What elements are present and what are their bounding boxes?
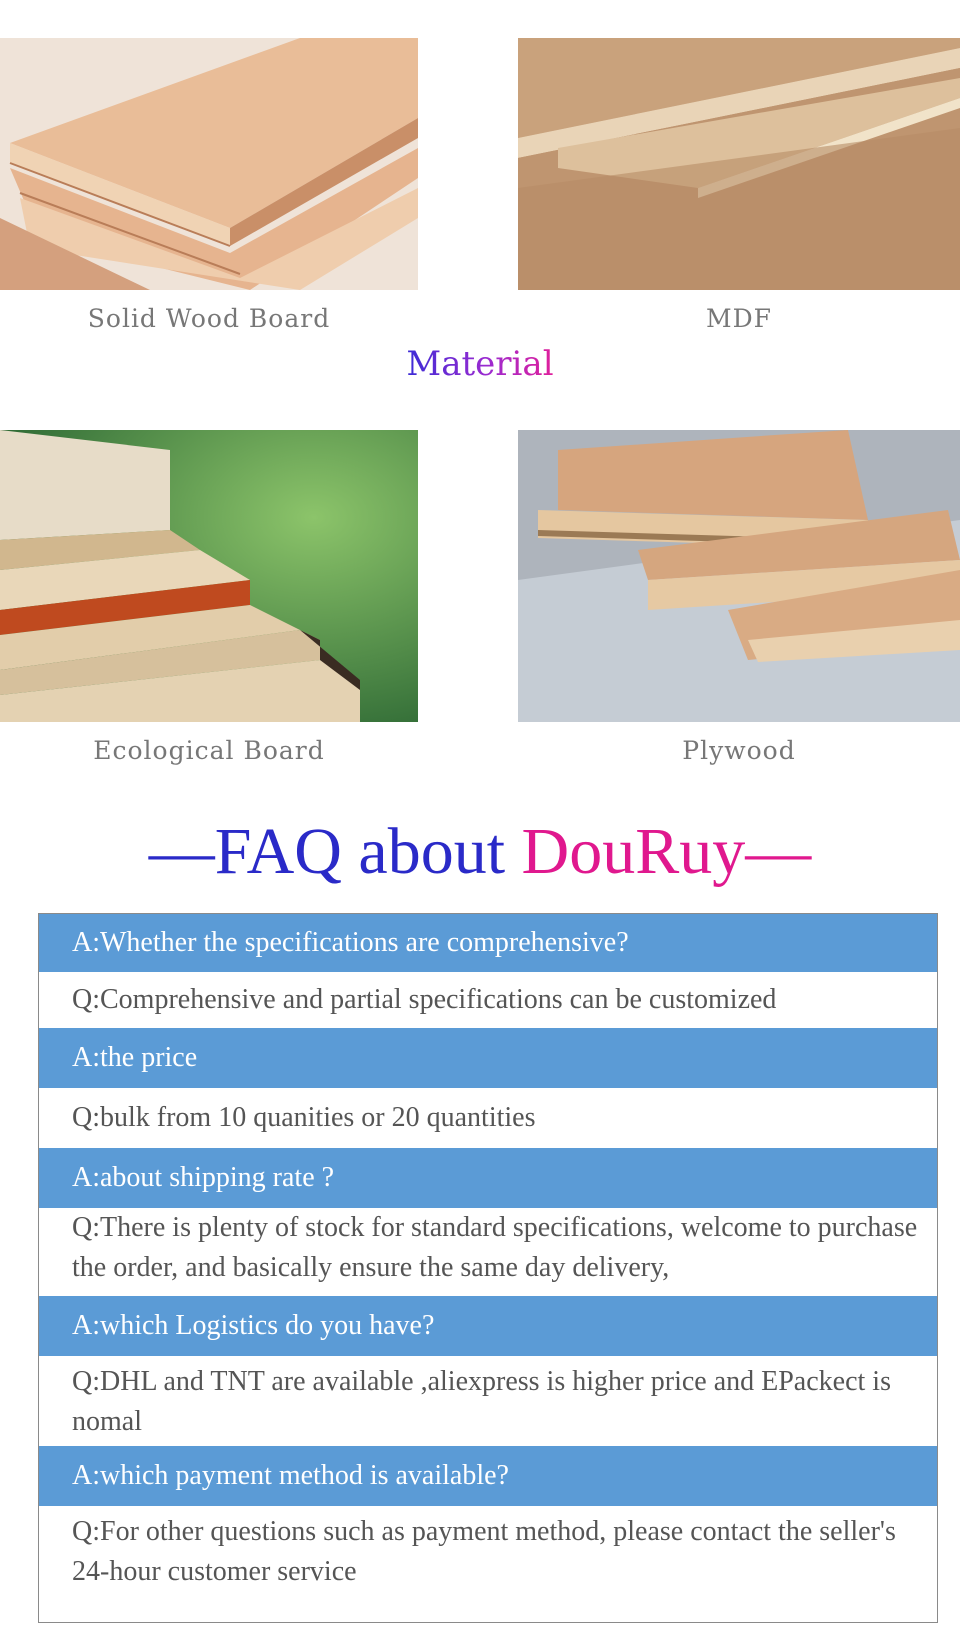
material-caption: Solid Wood Board	[87, 304, 331, 333]
faq-heading-part: DouRuy	[521, 815, 746, 888]
ecological-board-photo	[0, 430, 418, 722]
faq-answer: Q:Comprehensive and partial specifications can be customized	[72, 984, 777, 1015]
faq-list	[38, 913, 938, 1623]
faq-question: A:about shipping rate ?	[72, 1162, 335, 1193]
faq-answer: Q:DHL and TNT are available ,aliexpress is higher price and EPackect is nomal	[72, 1366, 891, 1437]
faq-heading-dash-left: —	[148, 815, 215, 888]
solid-wood-board-photo	[0, 38, 418, 290]
mdf-photo	[518, 38, 960, 290]
faq-question-row	[39, 1446, 937, 1506]
material-caption: MDF	[706, 304, 772, 333]
faq-answer-row	[39, 1208, 937, 1296]
material-caption: Plywood	[682, 736, 796, 765]
material-caption: Ecological Board	[93, 736, 325, 765]
material-heading-text: Material	[406, 344, 554, 384]
faq-heading	[0, 812, 960, 892]
faq-heading-part: FAQ	[214, 815, 342, 888]
faq-answer-row	[39, 1088, 937, 1148]
faq-answer: Q:For other questions such as payment method, please contact the seller's 24-hour customer service	[72, 1516, 896, 1587]
faq-answer-row	[39, 972, 937, 1028]
faq-answer: Q:There is plenty of stock for standard specifications, welcome to purchase the order, and basically ensure the same day delivery,	[72, 1212, 918, 1283]
faq-question-row	[39, 1148, 937, 1208]
faq-heading-dash-right: —	[745, 815, 812, 888]
faq-question: A:which payment method is available?	[72, 1460, 509, 1491]
faq-question-row	[39, 1296, 937, 1356]
plywood-photo	[518, 430, 960, 722]
faq-question: A:Whether the specifications are comprehensive?	[72, 927, 629, 958]
faq-heading-part: about	[358, 815, 506, 888]
faq-question-row	[39, 914, 937, 972]
faq-answer: Q:bulk from 10 quanities or 20 quantities	[72, 1102, 536, 1133]
faq-question-row	[39, 1028, 937, 1088]
faq-question: A:which Logistics do you have?	[72, 1310, 435, 1341]
faq-answer-row	[39, 1506, 937, 1622]
faq-question: A:the price	[72, 1042, 198, 1073]
material-heading	[0, 344, 960, 384]
faq-answer-row	[39, 1356, 937, 1446]
